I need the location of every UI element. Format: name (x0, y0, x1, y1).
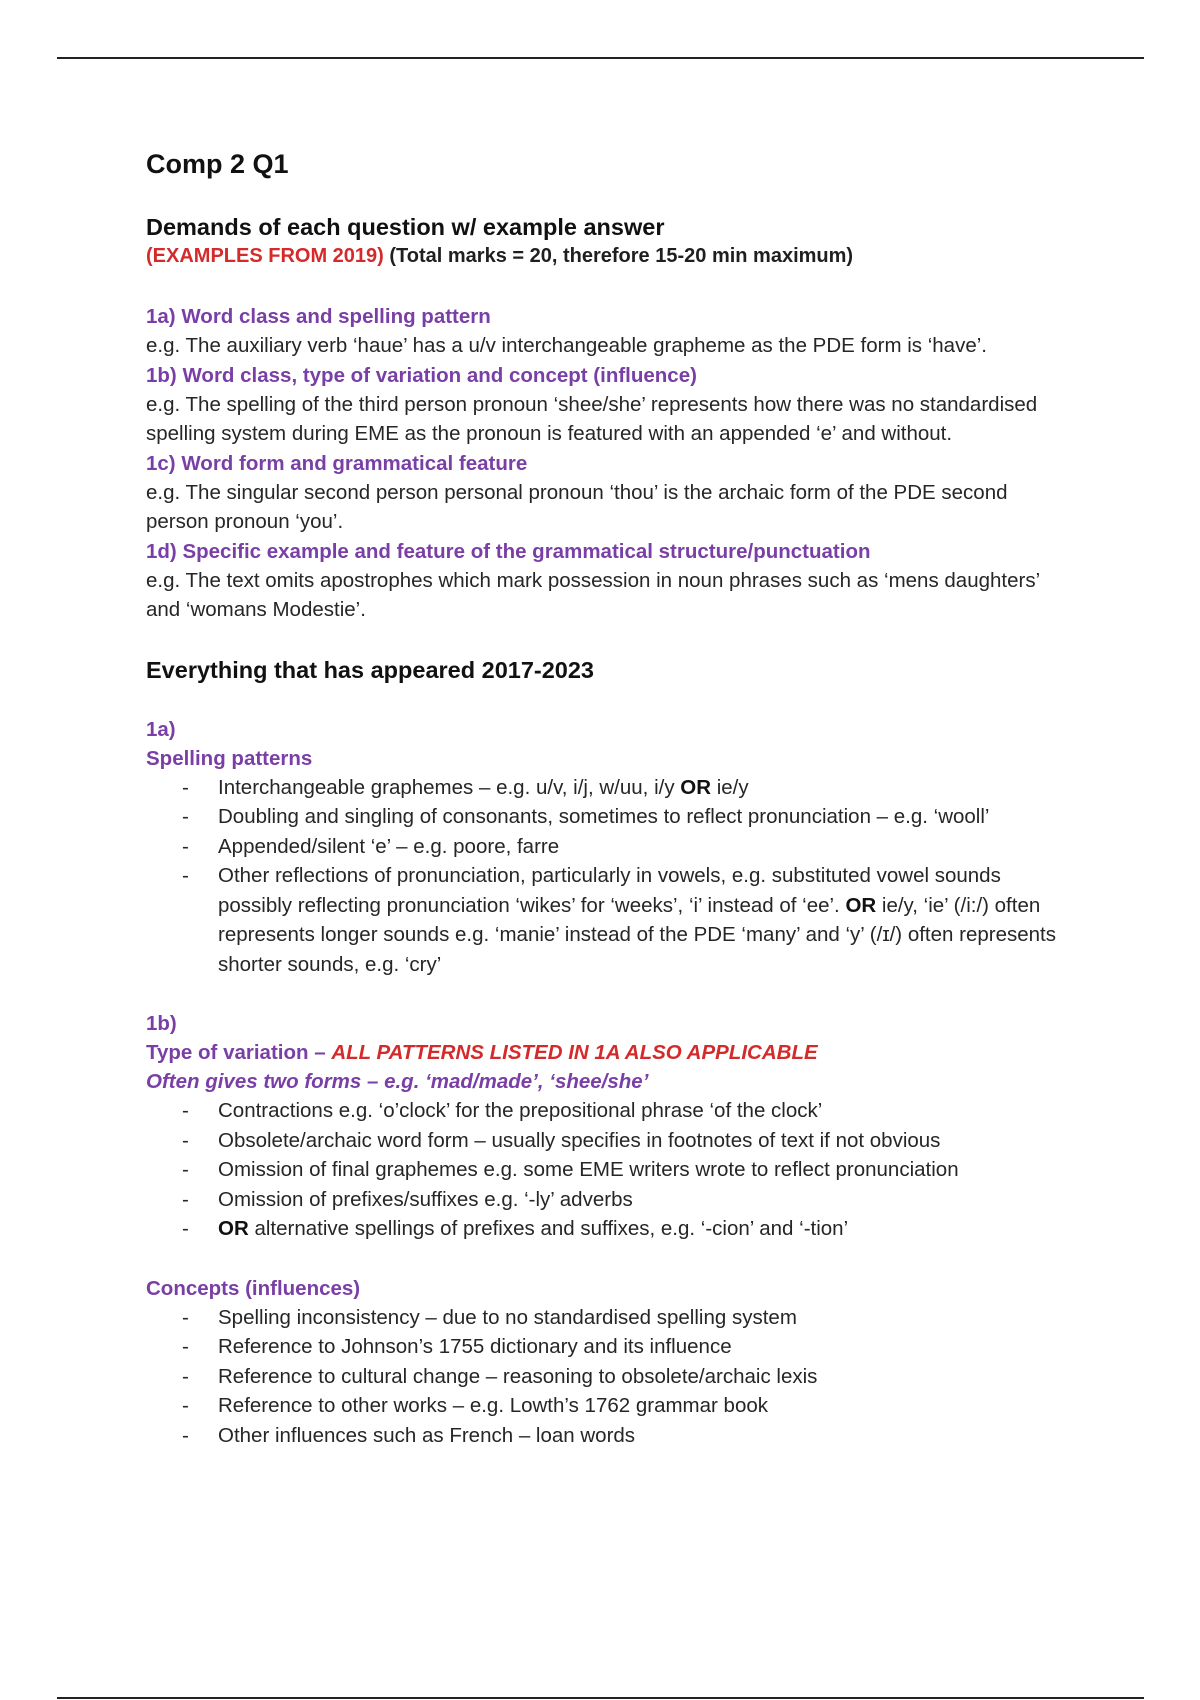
dash-bullet: - (182, 775, 189, 799)
concepts-heading: Concepts (influences) (146, 1276, 361, 1300)
q1c-example: e.g. The singular second person personal pronoun ‘thou’ is the archaic form of the PDE second person pronoun ‘you’. (146, 480, 1008, 533)
list-item: - Interchangeable graphemes – e.g. u/v, i/j, w/uu, i/y OR ie/y (146, 773, 1066, 803)
document-body (146, 148, 1066, 1450)
dash-bullet: - (182, 1364, 189, 1388)
list-item: - Reference to other works – e.g. Lowth’s 1762 grammar book (146, 1391, 1066, 1421)
list-item: - Obsolete/archaic word form – usually specifies in footnotes of text if not obvious (146, 1126, 1066, 1156)
q1a-example: e.g. The auxiliary verb ‘haue’ has a u/v interchangeable grapheme as the PDE form is ‘have’. (146, 334, 987, 357)
list-item: - Other reflections of pronunciation, particularly in vowels, e.g. substituted vowel sounds possibly reflecting pronunciation ‘wikes’ for ‘weeks’, ‘i’ instead of ‘ee’. OR ie/y, ‘ie’ (/i:/) often represents longer sounds e.g. ‘manie’ instead of the PDE ‘many’ and ‘y’ (/ɪ/) often represents shorter sounds, e.g. ‘cry’ (146, 861, 1066, 979)
list-item: - Spelling inconsistency – due to no standardised spelling system (146, 1303, 1066, 1333)
list-item: - Reference to Johnson’s 1755 dictionary and its influence (146, 1332, 1066, 1362)
list-item: - Other influences such as French – loan words (146, 1421, 1066, 1451)
all-patterns-note: ALL PATTERNS LISTED IN 1A ALSO APPLICABLE (331, 1041, 818, 1064)
dash-bullet: - (182, 1099, 189, 1122)
section-1b-list (146, 1096, 1066, 1244)
concepts-list (146, 1303, 1066, 1451)
dash-bullet: - (182, 834, 189, 858)
dash-bullet: - (182, 1423, 189, 1447)
list-item: - Omission of prefixes/suffixes e.g. ‘-ly’ adverbs (146, 1185, 1066, 1215)
dash-bullet: - (182, 805, 189, 828)
section-1b-type-line: Type of variation – ALL PATTERNS LISTED IN 1A ALSO APPLICABLE (146, 1041, 818, 1064)
list-item: - Omission of final graphemes e.g. some EME writers wrote to reflect pronunciation (146, 1155, 1066, 1185)
dash-bullet: - (182, 1305, 189, 1329)
list-item: - Contractions e.g. ‘o’clock’ for the prepositional phrase ‘of the clock’ (146, 1096, 1066, 1126)
q1b-example: e.g. The spelling of the third person pronoun ‘shee/she’ represents how there was no standardised spelling system during EME as the pronoun is featured with an appended ‘e’ and without. (146, 392, 1038, 445)
dash-bullet: - (182, 1394, 189, 1417)
marks-note: (Total marks = 20, therefore 15-20 min maximum) (389, 245, 854, 267)
q1d-heading: 1d) Specific example and feature of the grammatical structure/punctuation (146, 539, 871, 563)
dash-bullet: - (182, 1158, 189, 1181)
section-1a-label: 1a) (146, 717, 176, 741)
page-title: Comp 2 Q1 (146, 149, 289, 179)
list-item: - Doubling and singling of consonants, sometimes to reflect pronunciation – e.g. ‘wooll’ (146, 802, 1066, 832)
section-1b-label: 1b) (146, 1012, 177, 1035)
dash-bullet: - (182, 1217, 189, 1240)
list-item: - Reference to cultural change – reasoning to obsolete/archaic lexis (146, 1362, 1066, 1392)
bottom-rule (57, 1697, 1144, 1699)
list-item: - OR alternative spellings of prefixes and suffixes, e.g. ‘-cion’ and ‘-tion’ (146, 1214, 1066, 1244)
examples-subline (146, 242, 1066, 270)
examples-tag: (EXAMPLES FROM 2019) (146, 245, 384, 267)
q1d-example: e.g. The text omits apostrophes which mark possession in noun phrases such as ‘mens daughters’ and ‘womans Modestie’. (146, 568, 1040, 621)
section-1a-subheading: Spelling patterns (146, 746, 313, 770)
q1a-heading: 1a) Word class and spelling pattern (146, 305, 491, 328)
dash-bullet: - (182, 1335, 189, 1358)
dash-bullet: - (182, 1128, 189, 1152)
everything-heading: Everything that has appeared 2017-2023 (146, 656, 595, 683)
section-1a-list (146, 773, 1066, 980)
dash-bullet: - (182, 864, 189, 887)
demands-heading: Demands of each question w/ example answer (146, 214, 665, 240)
section-1b-often: Often gives two forms – e.g. ‘mad/made’, ‘shee/she’ (146, 1070, 649, 1093)
dash-bullet: - (182, 1187, 189, 1211)
q1c-heading: 1c) Word form and grammatical feature (146, 451, 528, 475)
list-item: - Appended/silent ‘e’ – e.g. poore, farre (146, 832, 1066, 862)
top-rule (57, 57, 1144, 59)
q1b-heading: 1b) Word class, type of variation and concept (influence) (146, 363, 697, 387)
